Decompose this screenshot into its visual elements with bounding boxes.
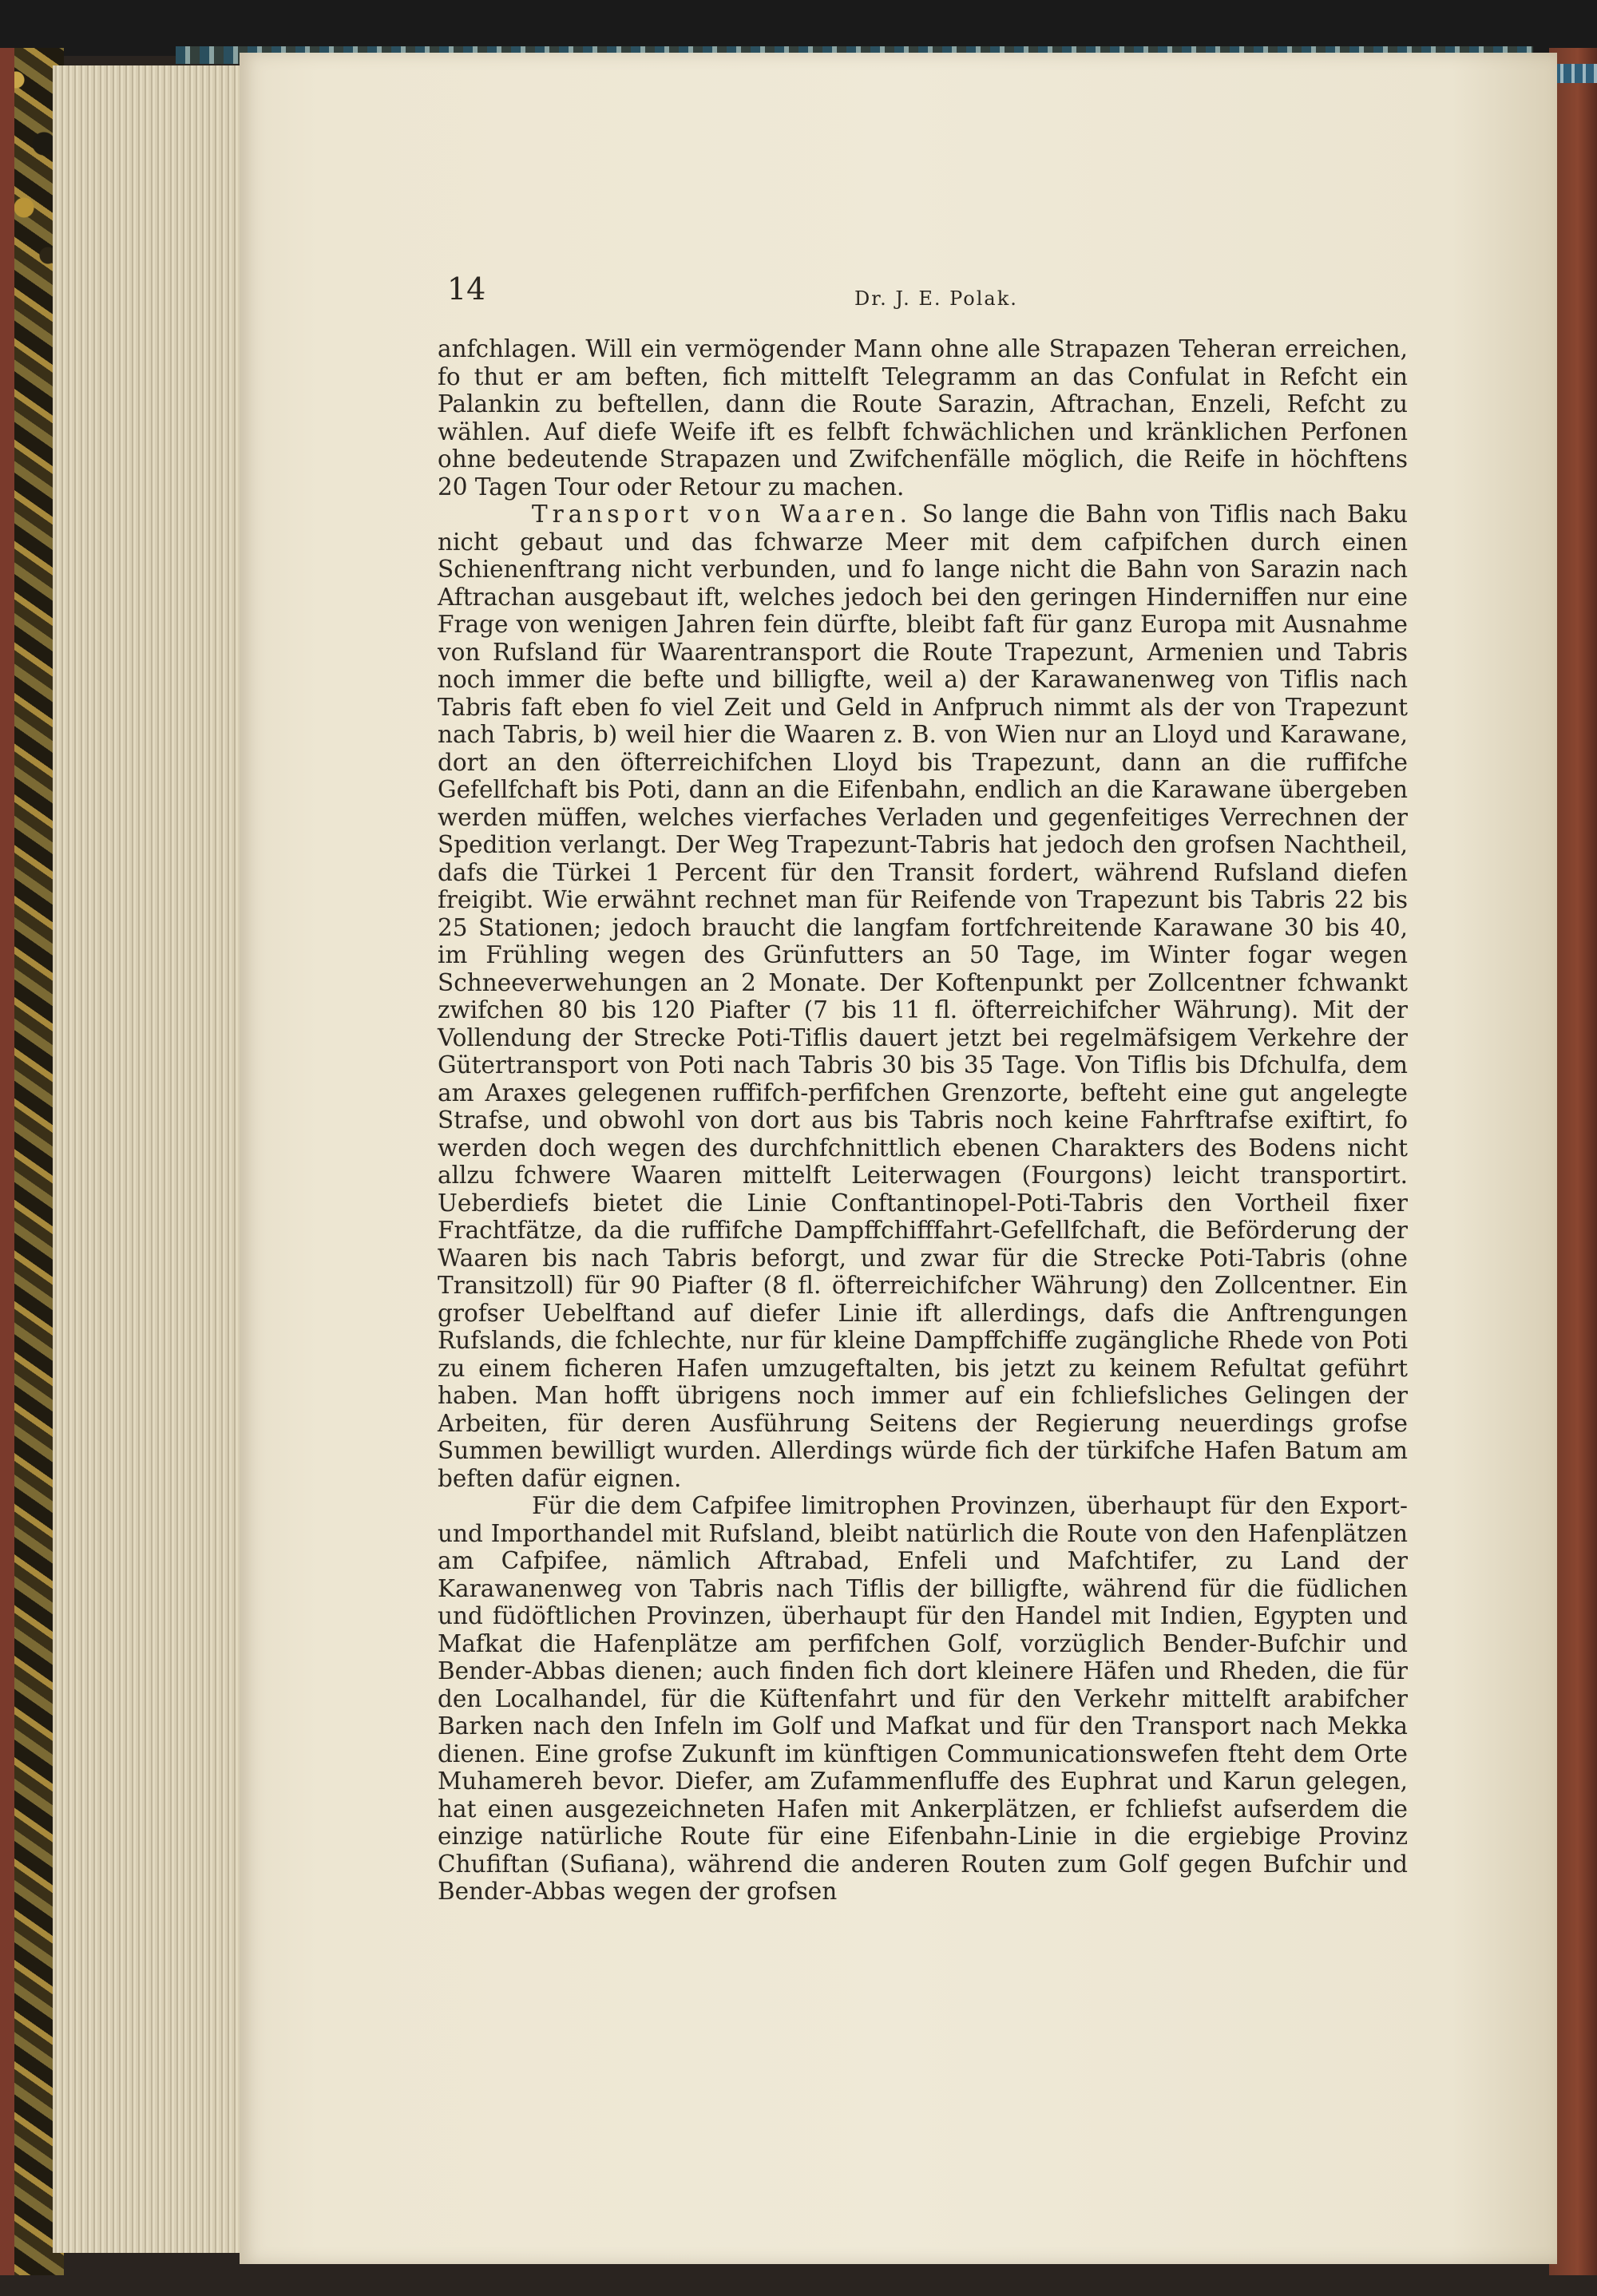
paragraph-2 — [438, 501, 1408, 1492]
page-block-edge — [53, 65, 252, 2253]
paragraph-2-text: So lange die Bahn von Tiflis nach Baku nicht gebaut und das fchwarze Meer mit dem cafpifchen durch einen Schienenftrang nicht verbunden, und fo lange nicht die Bahn von Sarazin nach Aftrachan ausgebaut ift, welches jedoch bei den geringen Hinderniffen nur eine Frage von wenigen Jahren fein dürfte, bleibt faft für ganz Europa mit Ausnahme von Rufsland für Waarentransport die Route Trapezunt, Armenien und Tabris noch immer die befte und billigfte, weil a) der Karawanenweg von Tiflis nach Tabris faft eben fo viel Zeit und Geld in Anfpruch nimmt als der von Trapezunt nach Tabris, b) weil hier die Waaren z. B. von Wien nur an Lloyd und Karawane, dort an den öfterreichifchen Lloyd bis Trapezunt, dann an die ruffifche Gefellfchaft bis Poti, dann an die Eifenbahn, endlich an die Karawane übergeben werden müffen, welches vierfaches Verladen und gegenfeitiges Verrechnen der Spedition verlangt. Der Weg Trapezunt-Tabris hat jedoch den grofsen Nachtheil, dafs die Türkei 1 Percent für den Transit fordert, während Rufsland diefen freigibt. Wie erwähnt rechnet man für Reifende von Trapezunt bis Tabris 22 bis 25 Stationen; jedoch braucht die langfam fortfchreitende Karawane 30 bis 40, im Frühling wegen des Grünfutters an 50 Tage, im Winter fogar wegen Schneeverwehungen an 2 Monate. Der Koftenpunkt per Zollcentner fchwankt zwifchen 80 bis 120 Piafter (7 bis 11 fl. öfterreichifcher Währung). Mit der Vollendung der Strecke Poti-Tiflis dauert jetzt bei regelmäfsigem Verkehre der Gütertransport von Poti nach Tabris 30 bis 35 Tage. Von Tiflis bis Dfchulfa, dem am Araxes gelegenen ruffifch-perfifchen Grenzorte, befteht eine gut angelegte Strafse, und obwohl von dort aus bis Tabris noch keine Fahrftrafse exiftirt, fo werden doch wegen des durchfchnittlich ebenen Charakters des Bodens nicht allzu fchwere Waaren mittelft Leiterwagen (Fourgons) leicht transportirt. Ueberdiefs bietet die Linie Conftantinopel-Poti-Tabris den Vortheil fixer Frachtfätze, da die ruffifche Dampffchifffahrt-Gefellfchaft, die Beförderung der Waaren bis nach Tabris beforgt, und zwar für die Strecke Poti-Tabris (ohne Transitzoll) für 90 Piafter (8 fl. öfterreichifcher Währung) den Zollcentner. Ein grofser Uebelftand auf diefer Linie ift allerdings, dafs die Anftrengungen Rufslands, die fchlechte, nur für kleine Dampffchiffe zugängliche Rhede von Poti zu einem ficheren Hafen umzugeftalten, bis jetzt zu keinem Refultat geführt haben. Man hofft übrigens noch immer auf ein fchliefsliches Gelingen der Arbeiten, für deren Ausführung Seitens der Regierung neuerdings grofse Summen bewilligt wurden. Allerdings würde fich der türkifche Hafen Batum am beften dafür eignen. — [438, 501, 1409, 1492]
page-number: 14 — [447, 271, 486, 307]
paragraph-3: Für die dem Cafpifee limitrophen Provinzen, überhaupt für den Export- und Importhandel mit Rufsland, bleibt natürlich die Route von den Hafenplätzen am Cafpifee, nämlich Aftrabad, Enfeli und Mafchtifer, zu Land der Karawanenweg von Tabris nach Tiflis der billigfte, während für die füdlichen und füdöftlichen Provinzen, überhaupt für den Handel mit Indien, Egypten und Mafkat die Hafenplätze am perfifchen Golf, vorzüglich Bender-Bufchir und Bender-Abbas dienen; auch finden fich dort kleinere Häfen und Rheden, die für den Localhandel, für die Küftenfahrt und für den Verkehr mittelft arabifcher Barken nach den Infeln im Golf und Mafkat und für den Transport nach Mekka dienen. Eine grofse Zukunft im künftigen Communicationswefen fteht dem Orte Muhamereh bevor. Diefer, am Zufammenfluffe des Euphrat und Karun gelegen, hat einen ausgezeichneten Hafen mit Ankerplätzen, er fchliefst aufserdem die einzige natürliche Route für eine Eifenbahn-Linie in die ergiebige Provinz Chufiftan (Sufiana), während die anderen Routen zum Golf gegen Bufchir und Bender-Abbas wegen der grofsen — [438, 1492, 1408, 1905]
body-text — [438, 335, 1408, 1906]
cover-leather-edge — [0, 48, 14, 2275]
section-lead: Transport von Waaren. — [532, 501, 913, 528]
paragraph-1: anfchlagen. Will ein vermögender Mann ohne alle Strapazen Teheran erreichen, fo thut er am beften, fich mittelft Telegramm an das Confulat in Refcht ein Palankin zu beftellen, dann die Route Sarazin, Aftrachan, Enzeli, Refcht zu wählen. Auf diefe Weife ift es felbft fchwächlichen und kränklichen Perfonen ohne bedeutende Strapazen und Zwifchenfälle möglich, die Reife in höchftens 20 Tagen Tour oder Retour zu machen. — [438, 335, 1408, 501]
running-head: Dr. J. E. Polak. — [854, 287, 1018, 310]
